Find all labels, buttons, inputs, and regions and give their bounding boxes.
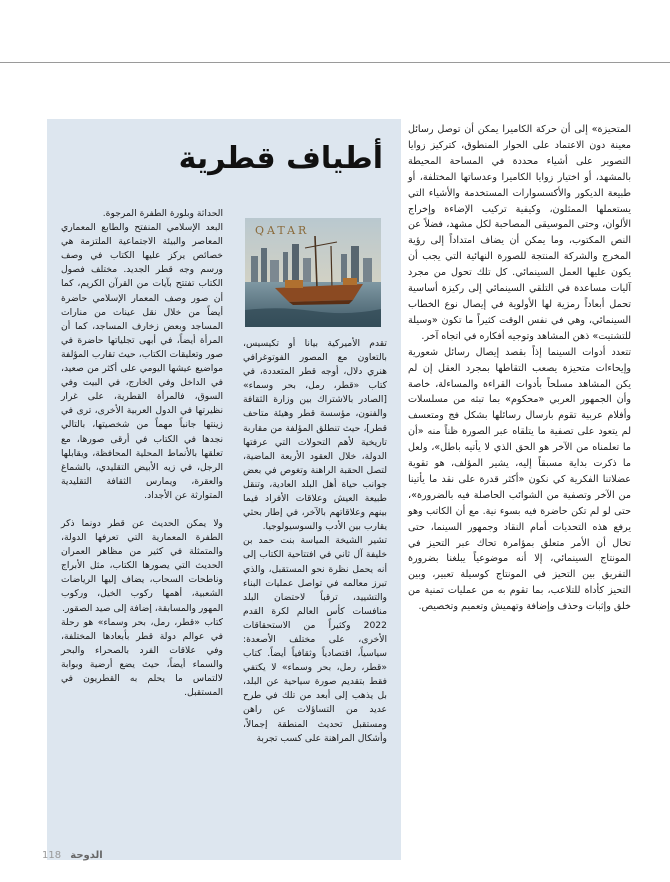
dhow-photo-illustration xyxy=(245,218,381,327)
cover-title-text: QATAR xyxy=(255,224,310,237)
magazine-brand: الدوحة xyxy=(70,850,103,861)
right-paragraph-1: المتحيزة» إلى أن حركة الكاميرا يمكن أن توصل رسائل معينة دون الاعتماد على الحوار المنطوق، كتركيز زوايا التصوير على أشياء محددة في المساحة المحيطة بالمشهد، أو اختيار زوايا الكاميرا وعدساتها المختلفة، أو طبيعة الديكور والأكسسوارات المستخدمة والأشياء التي يستعملها الممثلون، وكيفية تركيب الإضاءة وإخراج الألوان، وحتى الموسيقى المصاحبة لكل مشهد، فضلاً عن النص المكتوب، وما يمكن أن يضاف امتداداً إلى رؤية المخرج والشركة المنتجة للصورة النهائية التي يجب أن يكون عليها العمل السينمائي. كل تلك تحول من مجرد آليات مساعدة في التلقي السينمائي إلى ركيزة أساسية تحمل أبعاداً رمزية لها الأولوية في إيصال نوع الخطاب السينمائي، وهي في نفس الوقت كثيراً ما تكون «وسيلة للتشتيت» ذهن المشاهد وتوجيه أفكاره في اتجاه آخر. xyxy=(408,124,631,342)
paragraph-spacer xyxy=(61,503,223,517)
left-paragraph-1: الحداثة وبلورة الطفرة المرجوة. xyxy=(102,208,223,219)
book-cover-image xyxy=(245,218,381,327)
left-paragraph-4: كتاب «قطر، رمل، بحر وسماء» هو رحلة في عوالم دولة قطر بأبعادها المختلفة، وفي علاقات الفرد بالصحراء والبحر والسماء أيضاً، حيث يضع أرضية وبوابة لالتماس ما يحلم به القطريون في المستقبل. xyxy=(61,616,223,699)
right-paragraph-2: تتعدد أدوات السينما إذاً بقصد إيصال رسائل شعورية وإيحاءات متحيزة يصعب التقاطها بمجرد العقل إن لم يكن المشاهد مسلحاً بأدوات القراءة والمساءلة، خاصة وأن الجمهور العربي «محكوم» بما تبثه من مسلسلات وأفلام عربية تقوم بارسال رسائلها بشكل فج ومتعسف لم يتعود على تصفية ما يتلقاه عبر الصورة ظناً منه «أن ما تعلمناه من الآخر هو الحق الذي لا يأتيه باطل»، ولعل ما ذكرت بداية مسبقاً إليه، يشير المؤلف، هو تقوية عضلاتنا الفكرية كي نكون «أكثر قدرة على نقد ما يأتينا من الآخر وتصفية من الشوائب الحاصلة فيه بالضرورة»، حتى لو لم تكن حاضرة فيه بسوء نية. مع أن الكاتب وهو يرفع هذه التحديات أمام النقاد وجمهور السينما، حتى تخال أن الأمر متعلق بمؤامرة تحاك عبر التحيز في المونتاج السينمائي، إلا أنه موضوعياً يبلغنا بضرورة التفريق بين التحيز في المونتاج كوسيلة تعبير، وبين التحيز كأداة للتلاعب، بما تقوم به من عمليات تمنية من خلق وإثبات وحذف وإضافة وتهميش وتعميم وتخصيص. xyxy=(408,346,631,613)
article-right-column xyxy=(408,122,631,615)
article-left-column xyxy=(61,207,223,700)
middle-paragraph-2: تشير الشيخة المياسة بنت حمد بن خليفة آل ثاني في افتتاحية الكتاب إلى أنه يحمل نظرة نحو المستقبل، والذي تبرز معالمه في تواصل عمليات البناء والتشييد، ترقباً لاحتضان البلد منافسات كأس العالم لكرة القدم 2022 وكثيراً من الاستحقاقات الأخرى، على مختلف الأصعدة: سياسياً، اقتصادياً وثقافياً أيضاً. كتاب «قطر، رمل، بحر وسماء» لا يكتفي فقط بتقديم صورة سياحية عن البلد، بل يذهب إلى أبعد من تلك في طرح عديد من التساؤلات عن راهن ومستقبل تحديث المنطقة إجمالاً، وأشكال المراهنة على كسب تجربة xyxy=(243,535,387,744)
page-number: 118 xyxy=(42,850,62,861)
middle-paragraph-1: تقدم الأميركية بيانا أو تكيسيس، بالتعاون مع المصور الفوتوغرافي هنري دلال، أوجه قطر المتعددة، في كتاب «قطر، رمل، بحر وسماء» [الصادر بالاشتراك بين وزارة الثقافة والفنون، مؤسسة قطر وهيئة متاحف قطر]، حيث تنطلق المؤلفة من مقاربة تاريخية لأهم التحولات التي عرفتها الدولة، خلال العقود الأربعة الماضية، لتصل الحقبة الراهنة وتغوص في بعض جوانب حياة أهل البلد العادية، وتنقل طبيعة العيش وعلاقات الأفراد فيما بينهم وعلاقاتهم بالآخر، في إطار بحثي يقارب بين الأدب والسوسيولوجيا. xyxy=(243,338,387,533)
page-footer xyxy=(42,850,103,861)
left-paragraph-3: ولا يمكن الحديث عن قطر دونما ذكر الطفرة المعمارية التي تعرفها الدولة، والمتمثلة في كثير من مظاهر العمران الحديث التي يصورها الكتاب، مثل الأبراج وناطحات السحاب، يضاف إليها الرياضات الشعبية، أهمها ركوب الخيل، وركوب المهور والمسابقة، إضافة إلى صيد الصقور. xyxy=(61,517,223,614)
article-middle-column xyxy=(243,337,387,746)
book-review-panel xyxy=(47,119,401,860)
header-rule xyxy=(0,62,670,63)
left-paragraph-2: البعد الإسلامي المنفتح والطابع المعماري المعاصر والبيئة الاجتماعية الملتزمة هي خصائص يركز عليها الكتاب في وصف ورسم وجه قطر الجديد. مختلف فصول الكتاب تفتتح بآيات من القرآن الكريم، كما أن صور وصف المعمار الإسلامي حاضرة أيضاً من خلال نقل عينات من منارات المساجد وبعض زخارف المساجد، كما أن المرأة أيضاً، في أبهى تجلياتها حاضرة في صور وتعليقات الكتاب، حيث تقارب المؤلفة مواضيع عيشها اليومي على أكثر من صعيد، في الداخل وفي الخارج، في البيت وفي السوق، فالمرأة القطرية، على غرار نظيرتها في الدول العربية الأخرى، ترى في زينتها جانباً مهماً من شخصيتها، بالتالي نجدها في الكتاب في أرقى صورها، مع تعلقها بالأنماط المحلية المحافظة، ويقابلها الرجل، في زيه الأبيض التقليدي، بالشماغ والعقرة، ويمارس الثقافة التقليدية المتوارثة عن الأجداد. xyxy=(61,222,223,501)
article-title: أطياف قطرية xyxy=(178,141,383,176)
